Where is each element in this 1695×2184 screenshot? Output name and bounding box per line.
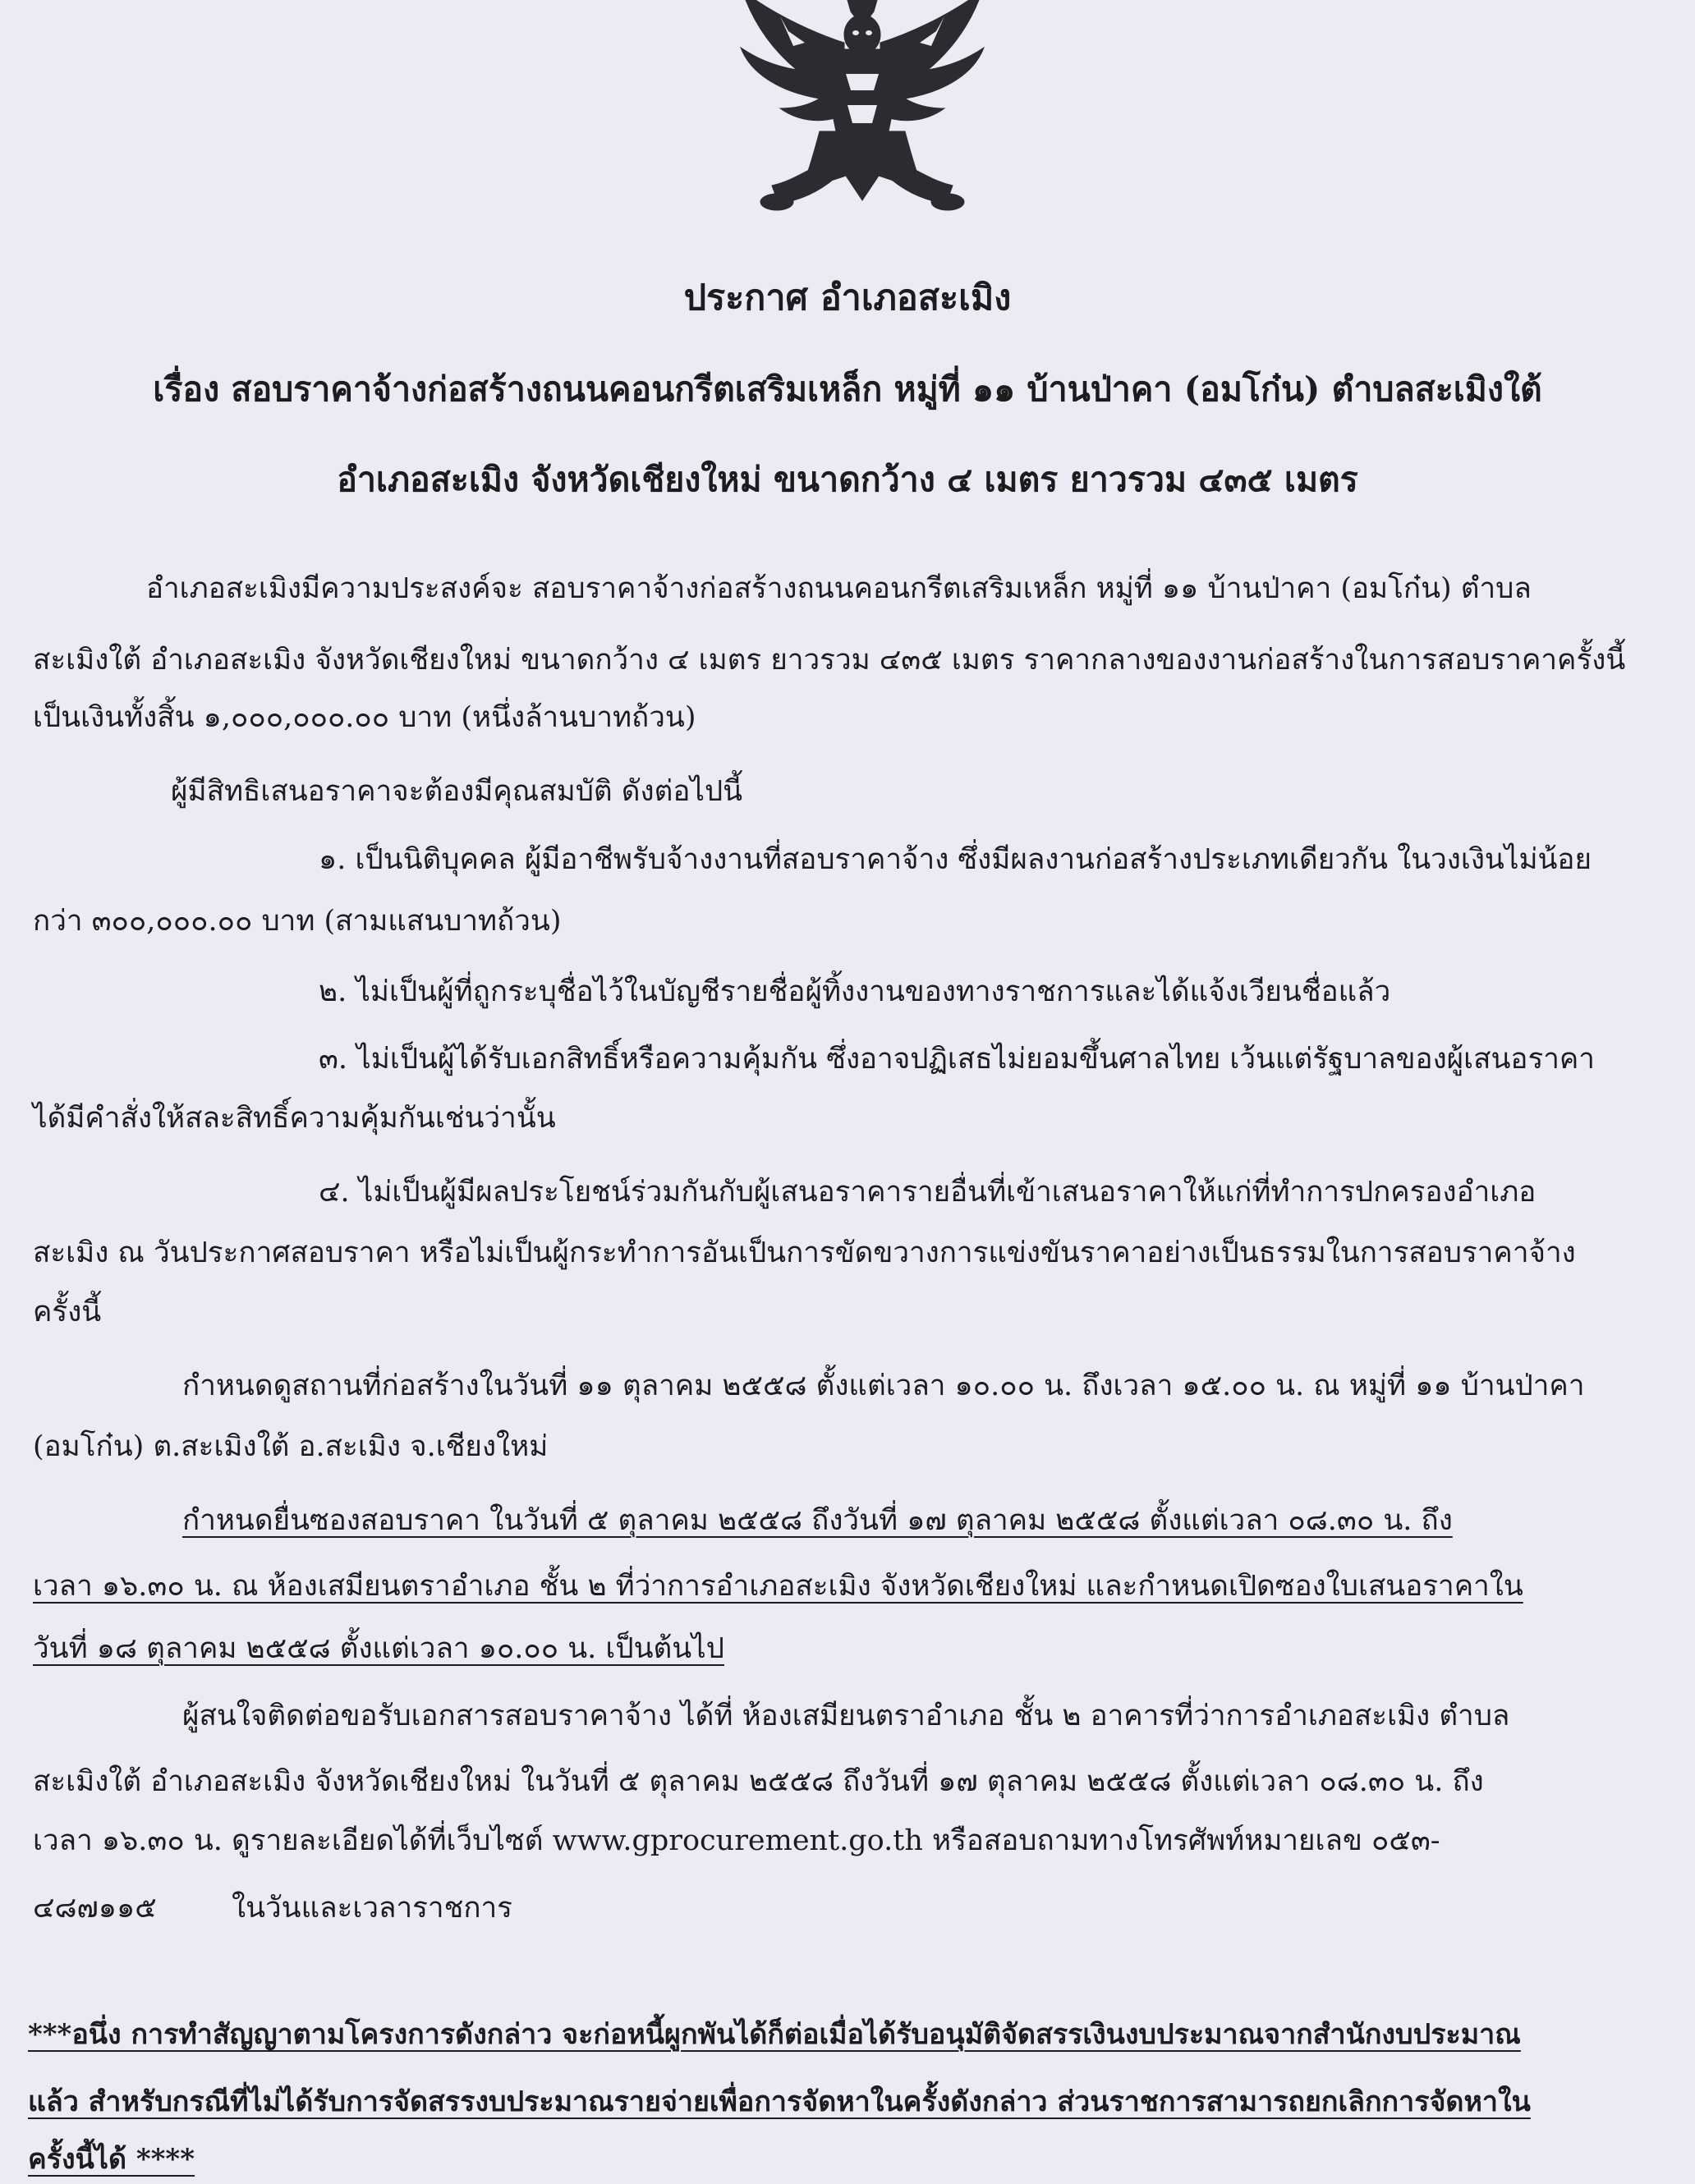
announcement-title: ประกาศ อำเภอสะเมิง [683,278,1012,319]
qualification-3-line-1: ๓. ไม่เป็นผู้ได้รับเอกสิทธิ์หรือความคุ้มกัน ซึ่งอาจปฏิเสธไม่ยอมขึ้นศาลไทย เว้นแต่รัฐบาลของผู้เสนอราคา [319,1043,1595,1076]
subject-line-1: เรื่อง สอบราคาจ้างก่อสร้างถนนคอนกรีตเสริมเหล็ก หมู่ที่ ๑๑ บ้านป่าคา (อมโก๋น) ตำบลสะเมิงใต้ [153,369,1542,409]
qualification-4-line-1: ๔. ไม่เป็นผู้มีผลประโยชน์ร่วมกันกับผู้เสนอราคารายอื่นที่เข้าเสนอราคาให้แก่ที่ทำการปกครองอำเภอ [319,1176,1537,1209]
qualification-1-line-2: กว่า ๓๐๐,๐๐๐.๐๐ บาท (สามแสนบาทถ้วน) [33,905,562,938]
submission-line-3: วันที่ ๑๘ ตุลาคม ๒๕๕๘ ตั้งแต่เวลา ๑๐.๐๐ น. เป็นต้นไป [33,1632,724,1665]
qualification-3-line-2: ได้มีคำสั่งให้สละสิทธิ์ความคุ้มกันเช่นว่านั้น [33,1102,556,1135]
subject-line-2: อำเภอสะเมิง จังหวัดเชียงใหม่ ขนาดกว้าง ๔ เมตร ยาวรวม ๔๓๕ เมตร [337,459,1358,499]
contact-line-2: สะเมิงใต้ อำเภอสะเมิง จังหวัดเชียงใหม่ ในวันที่ ๕ ตุลาคม ๒๕๕๘ ถึงวันที่ ๑๗ ตุลาคม ๒๕๕๘ ตั้งแต่เวลา ๐๘.๓๐ น. ถึง [33,1765,1484,1798]
contact-line-1: ผู้สนใจติดต่อขอรับเอกสารสอบราคาจ้าง ได้ที่ ห้องเสมียนตราอำเภอ ชั้น ๒ อาคารที่ว่าการอำเภอสะเมิง ตำบล [182,1700,1510,1732]
contact-line-3: เวลา ๑๖.๓๐ น. ดูรายละเอียดได้ที่เว็บไซต์ www.gprocurement.go.th หรือสอบถามทางโทรศัพท์หมายเลข ๐๕๓- [33,1824,1440,1857]
note-line-2: แล้ว สำหรับกรณีที่ไม่ได้รับการจัดสรรงบประมาณรายจ่ายเพื่อการจัดหาในครั้งดังกล่าว ส่วนราชการสามารถยกเลิกการจัดหาใน [28,2085,1531,2118]
qualification-2: ๒. ไม่เป็นผู้ที่ถูกระบุชื่อไว้ในบัญชีรายชื่อผู้ทิ้งงานของทางราชการและได้แจ้งเวียนชื่อแล้ว [319,975,1391,1008]
submission-line-1: กำหนดยื่นซองสอบราคา ในวันที่ ๕ ตุลาคม ๒๕๕๘ ถึงวันที่ ๑๗ ตุลาคม ๒๕๕๘ ตั้งแต่เวลา ๐๘.๓๐ น. ถึง [182,1504,1453,1537]
site-visit-line-1: กำหนดดูสถานที่ก่อสร้างในวันที่ ๑๑ ตุลาคม ๒๕๕๘ ตั้งแต่เวลา ๑๐.๐๐ น. ถึงเวลา ๑๕.๐๐ น. ณ หมู่ที่ ๑๑ บ้านป่าคา [182,1370,1585,1402]
qualification-4-line-3: ครั้งนี้ [33,1296,102,1328]
qualification-4-line-2: สะเมิง ณ วันประกาศสอบราคา หรือไม่เป็นผู้กระทำการอันเป็นการขัดขวางการแข่งขันราคาอย่างเป็นธรรมในการสอบราคาจ้าง [33,1237,1576,1269]
note-line-3: ครั้งนี้ได้ **** [28,2143,195,2176]
site-visit-line-2: (อมโก๋น) ต.สะเมิงใต้ อ.สะเมิง จ.เชียงใหม่ [33,1430,549,1463]
contact-hours: ในวันและเวลาราชการ [232,1892,512,1925]
garuda-emblem-icon [723,0,1002,215]
intro-line-2: สะเมิงใต้ อำเภอสะเมิง จังหวัดเชียงใหม่ ขนาดกว้าง ๔ เมตร ยาวรวม ๔๓๕ เมตร ราคากลางของงานก่อสร้างในการสอบราคาครั้งนี้ [33,644,1626,677]
note-line-1: ***อนึ่ง การทำสัญญาตามโครงการดังกล่าว จะก่อหนี้ผูกพันได้ก็ต่อเมื่อได้รับอนุมัติจัดสรรเงินงบประมาณจากสำนักงบประมาณ [28,2018,1521,2051]
qualification-intro: ผู้มีสิทธิเสนอราคาจะต้องมีคุณสมบัติ ดังต่อไปนี้ [171,775,743,808]
intro-line-1: อำเภอสะเมิงมีความประสงค์จะ สอบราคาจ้างก่อสร้างถนนคอนกรีตเสริมเหล็ก หมู่ที่ ๑๑ บ้านป่าคา (อมโก๋น) ตำบล [146,572,1532,605]
intro-line-3: เป็นเงินทั้งสิ้น ๑,๐๐๐,๐๐๐.๐๐ บาท (หนึ่งล้านบาทถ้วน) [33,701,696,734]
contact-phone-suffix: ๔๘๗๑๑๕ [33,1892,157,1925]
submission-line-2: เวลา ๑๖.๓๐ น. ณ ห้องเสมียนตราอำเภอ ชั้น ๒ ที่ว่าการอำเภอสะเมิง จังหวัดเชียงใหม่ และกำหนดเปิดซองใบเสนอราคาใน [33,1570,1523,1603]
qualification-1-line-1: ๑. เป็นนิติบุคคล ผู้มีอาชีพรับจ้างงานที่สอบราคาจ้าง ซึ่งมีผลงานก่อสร้างประเภทเดียวกัน ในวงเงินไม่น้อย [319,843,1592,876]
